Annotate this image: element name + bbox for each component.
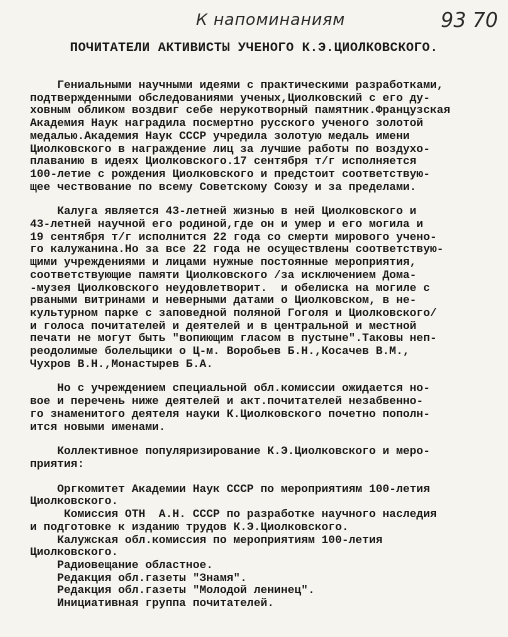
text-line: Академия Наук наградила посмертно русского ученого золотой [30,118,424,131]
text-line: культурном парке с заповедной поляной Гоголя и Циолковского/ [30,307,437,320]
text-line: 19 сентября т/г исполнится 22 года со смерти мирового учено- [30,231,437,244]
text-line: Калужская обл.комиссия по мероприятиям 100-летия [30,534,383,547]
paragraph-gap [30,434,490,446]
text-line: Оргкомитет Академии Наук СССР по мероприятиям 100-летия [30,483,430,496]
text-line: Циолковского в награждение лиц за лучшие работы по воздухо- [30,143,430,156]
text-line: щее чествование по всему Советскому Союзу и за пределами. [30,181,417,194]
paragraph [30,206,490,371]
text-line: и голоса почитателей и деятелей и в центральной и местной [30,320,417,333]
text-line: Инициативная группа почитателей. [30,598,275,611]
text-line: ится новыми именами. [30,421,166,434]
paragraph [30,446,490,471]
text-line: Радиовещание областное. [30,559,214,572]
text-line: соответствующие памяти Циолковского /за исключением Дома- [30,269,417,282]
text-line: Редакция обл.газеты "Знамя". [30,572,247,585]
text-line: медалью.Академия Наук СССР учредила золотую медаль имени [30,130,410,143]
handwritten-note: К напоминаниям [196,10,346,29]
text-line: реодолимые болельщики о Ц-м. Воробьев Б.Н.,Косачев В.М., [30,346,410,359]
paragraph [30,484,490,611]
text-line: 100-летие с рождения Циолковского и предстоит соответствую- [30,168,430,181]
paragraph-gap [30,371,490,383]
text-line: Гениальными научными идеями с практическими разработками, [30,80,444,92]
text-line: и подготовке к изданию трудов К.Э.Циолковского. [30,521,349,534]
text-line: вое и перечень ниже деятелей и акт.почитателей незабвенно- [30,396,424,409]
text-line: печати не могут быть "вопиющим гласом в пустыне".Таковы неп- [30,333,437,346]
text-line: Калуга является 43-летней жизнью в ней Циолковского и [30,206,417,219]
text-line: Циолковского. [30,547,119,560]
text-line: -музея Циолковского неудовлетворит. и обелиска на могиле с [30,282,430,295]
text-line: приятия: [30,458,85,471]
text-line: плаванию в идеях Циолковского.17 сентября т/г исполняется [30,156,417,169]
text-line: Комиссия ОТН А.Н. СССР по разработке научного наследия [30,509,437,522]
text-line: 43-летней научной его родиной,где он и умер и его могила и [30,219,424,232]
paragraph-gap [30,472,490,484]
text-line: Коллективное популяризирование К.Э.Циолковского и меро- [30,446,430,459]
document-title: ПОЧИТАТЕЛИ АКТИВИСТЫ УЧЕНОГО К.Э.ЦИОЛКОВСКОГО. [69,40,439,55]
paragraph [30,80,490,194]
text-line: Циолковского. [30,496,119,509]
document-body [30,80,490,611]
text-line: го калужанина.Но за все 22 года не осуществлены соответствую- [30,244,444,257]
text-line: ховным обликом воздвиг себе нерукотворный памятник.Французская [30,105,451,118]
paragraph-gap [30,194,490,206]
text-line: го знаменитого деятеля науки К.Циолковского почетно пополн- [30,408,430,421]
text-line: щими учреждениями и лицами нужные постоянные мероприятия, [30,257,417,270]
text-line: рваными витринами и неверными датами о Циолковском, в не- [30,295,417,308]
handwritten-page-number: 93 70 [440,8,498,32]
text-line: подтвержденными обследованиями ученых,Циолковский с его ду- [30,92,430,105]
paragraph [30,383,490,434]
text-line: Чухров В.Н.,Монастырев Б.А. [30,358,214,371]
text-line: Но с учреждением специальной обл.комиссии ожидается но- [30,383,430,396]
text-line: Редакция обл.газеты "Молодой ленинец". [30,585,315,598]
